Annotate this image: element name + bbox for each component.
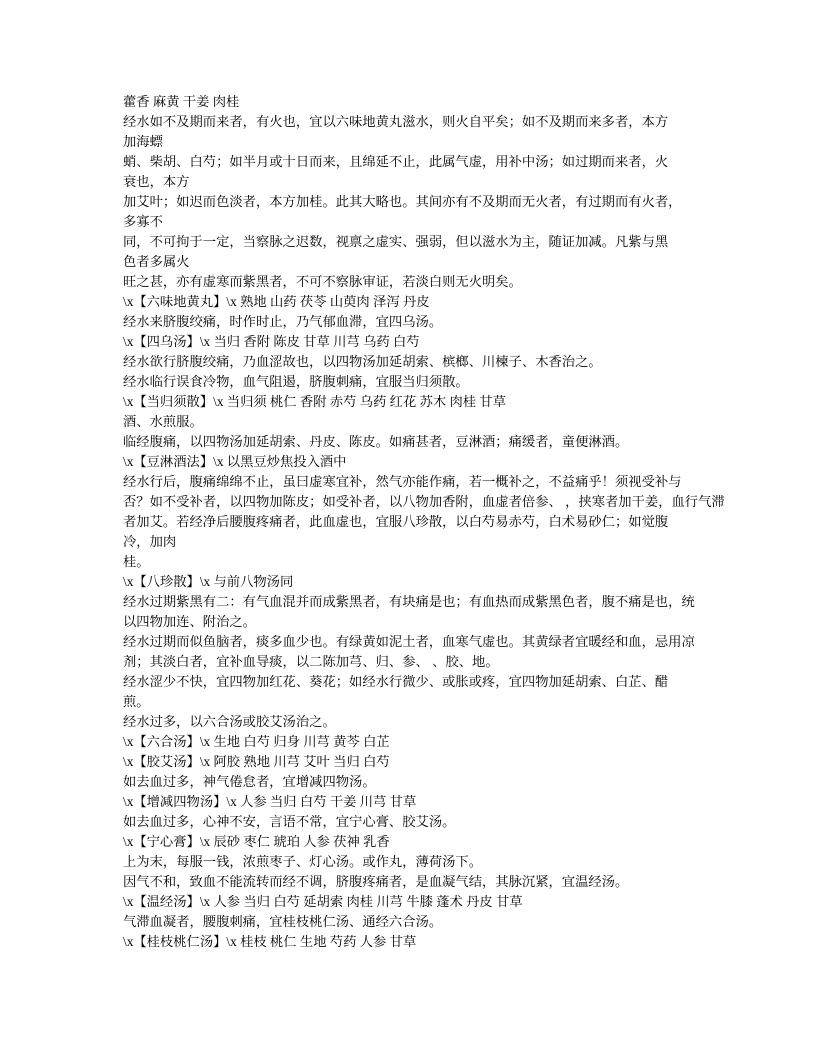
text-line: 加艾叶；如迟而色淡者，本方加桂。此其大略也。其间亦有不及期而无火者，有过期而有火者， bbox=[123, 194, 682, 209]
text-line: 经水欲行脐腹绞痛，乃血涩故也，以四物汤加延胡索、槟榔、川楝子、木香治之。 bbox=[123, 354, 602, 369]
text-line: \x【八珍散】\x 与前八物汤同 bbox=[123, 574, 294, 589]
text-line: 经水过期而似鱼脑者，痰多血少也。有绿黄如泥土者，血寒气虚也。其黄绿者宜暖经和血，忌用凉 bbox=[123, 634, 695, 649]
text-line: \x【六味地黄丸】\x 熟地 山药 茯苓 山萸肉 泽泻 丹皮 bbox=[123, 294, 430, 309]
text-line: \x【豆淋酒法】\x 以黑豆炒焦投入酒中 bbox=[123, 454, 347, 469]
text-line: \x【增减四物汤】\x 人参 当归 白芍 干姜 川芎 甘草 bbox=[123, 794, 417, 809]
text-line: 剂；其淡白者，宜补血导痰，以二陈加芎、归、参、 、胶、地。 bbox=[123, 654, 499, 669]
text-line: 煎。 bbox=[123, 694, 150, 709]
text-line: 临经腹痛，以四物汤加延胡索、丹皮、陈皮。如痛甚者，豆淋酒；痛缓者，童便淋酒。 bbox=[123, 434, 629, 449]
text-line: 加海螵 bbox=[123, 134, 163, 149]
text-line: 经水过多，以六合汤或胶艾汤治之。 bbox=[123, 714, 336, 729]
text-line: \x【宁心膏】\x 辰砂 枣仁 琥珀 人参 茯神 乳香 bbox=[123, 834, 390, 849]
text-line: 桂。 bbox=[123, 554, 150, 569]
text-line: 旺之甚，亦有虚寒而紫黑者，不可不察脉审证，若淡白则无火明矣。 bbox=[123, 274, 522, 289]
text-line: 上为末，每服一钱，浓煎枣子、灯心汤。或作丸，薄荷汤下。 bbox=[123, 854, 483, 869]
text-line: 如去血过多，心神不安，言语不常，宜宁心膏、胶艾汤。 bbox=[123, 814, 456, 829]
text-line: 衰也，本方 bbox=[123, 174, 190, 189]
text-line: 经水涩少不快，宜四物加红花、葵花；如经水行微少、或胀或疼，宜四物加延胡索、白芷、醋 bbox=[123, 674, 669, 689]
text-line: \x【四乌汤】\x 当归 香附 陈皮 甘草 川芎 乌药 白芍 bbox=[123, 334, 420, 349]
text-line: 经水过期紫黑有二：有气血混并而成紫黑者，有块痛是也；有血热而成紫黑色者，腹不痛是也，统 bbox=[123, 594, 695, 609]
text-line: 气滞血凝者，腰腹刺痛，宜桂枝桃仁汤、通经六合汤。 bbox=[123, 914, 443, 929]
text-line: 多寡不 bbox=[123, 214, 163, 229]
text-line: 以四物加连、附治之。 bbox=[123, 614, 256, 629]
text-line: 酒、水煎服。 bbox=[123, 414, 203, 429]
text-line: 冷，加肉 bbox=[123, 534, 177, 549]
text-line: 因气不和，致血不能流转而经不调，脐腹疼痛者，是血凝气结，其脉沉紧，宜温经汤。 bbox=[123, 874, 629, 889]
document-text bbox=[123, 92, 725, 952]
text-line: 否？如不受补者，以四物加陈皮；如受补者，以八物加香附，血虚者倍参、 ，挟寒者加干姜，血行气滞 bbox=[123, 494, 725, 509]
text-line: 蛸、柴胡、白芍；如半月或十日而来，且绵延不止，此属气虚，用补中汤；如过期而来者，火 bbox=[123, 154, 669, 169]
text-line: 者加艾。若经净后腰腹疼痛者，此血虚也，宜服八珍散，以白芍易赤芍，白术易砂仁；如觉腹 bbox=[123, 514, 669, 529]
text-line: \x【桂枝桃仁汤】\x 桂枝 桃仁 生地 芍药 人参 甘草 bbox=[123, 934, 417, 949]
text-line: \x【六合汤】\x 生地 白芍 归身 川芎 黄芩 白芷 bbox=[123, 734, 390, 749]
text-line: 经水行后，腹痛绵绵不止，虽曰虚寒宜补，然气亦能作痛，若一概补之，不益痛乎！须视受补与 bbox=[123, 474, 682, 489]
text-line: 同，不可拘于一定，当察脉之迟数，视禀之虚实、强弱，但以滋水为主，随证加减。凡紫与黑 bbox=[123, 234, 669, 249]
text-line: \x【当归须散】\x 当归须 桃仁 香附 赤芍 乌药 红花 苏木 肉桂 甘草 bbox=[123, 394, 507, 409]
text-line: 经水来脐腹绞痛，时作时止，乃气郁血滞，宜四乌汤。 bbox=[123, 314, 443, 329]
text-line: \x【胶艾汤】\x 阿胶 熟地 川芎 艾叶 当归 白芍 bbox=[123, 754, 390, 769]
text-line: 如去血过多，神气倦怠者，宜增减四物汤。 bbox=[123, 774, 376, 789]
text-line: 经水如不及期而来者，有火也，宜以六味地黄丸滋水，则火自平矣；如不及期而来多者，本方 bbox=[123, 114, 669, 129]
text-line: 经水临行误食冷物，血气阻遏，脐腹刺痛，宜服当归须散。 bbox=[123, 374, 469, 389]
text-line: 藿香 麻黄 干姜 肉桂 bbox=[123, 94, 240, 109]
text-line: \x【温经汤】\x 人参 当归 白芍 延胡索 肉桂 川芎 牛膝 蓬术 丹皮 甘草 bbox=[123, 894, 523, 909]
text-line: 色者多属火 bbox=[123, 254, 190, 269]
